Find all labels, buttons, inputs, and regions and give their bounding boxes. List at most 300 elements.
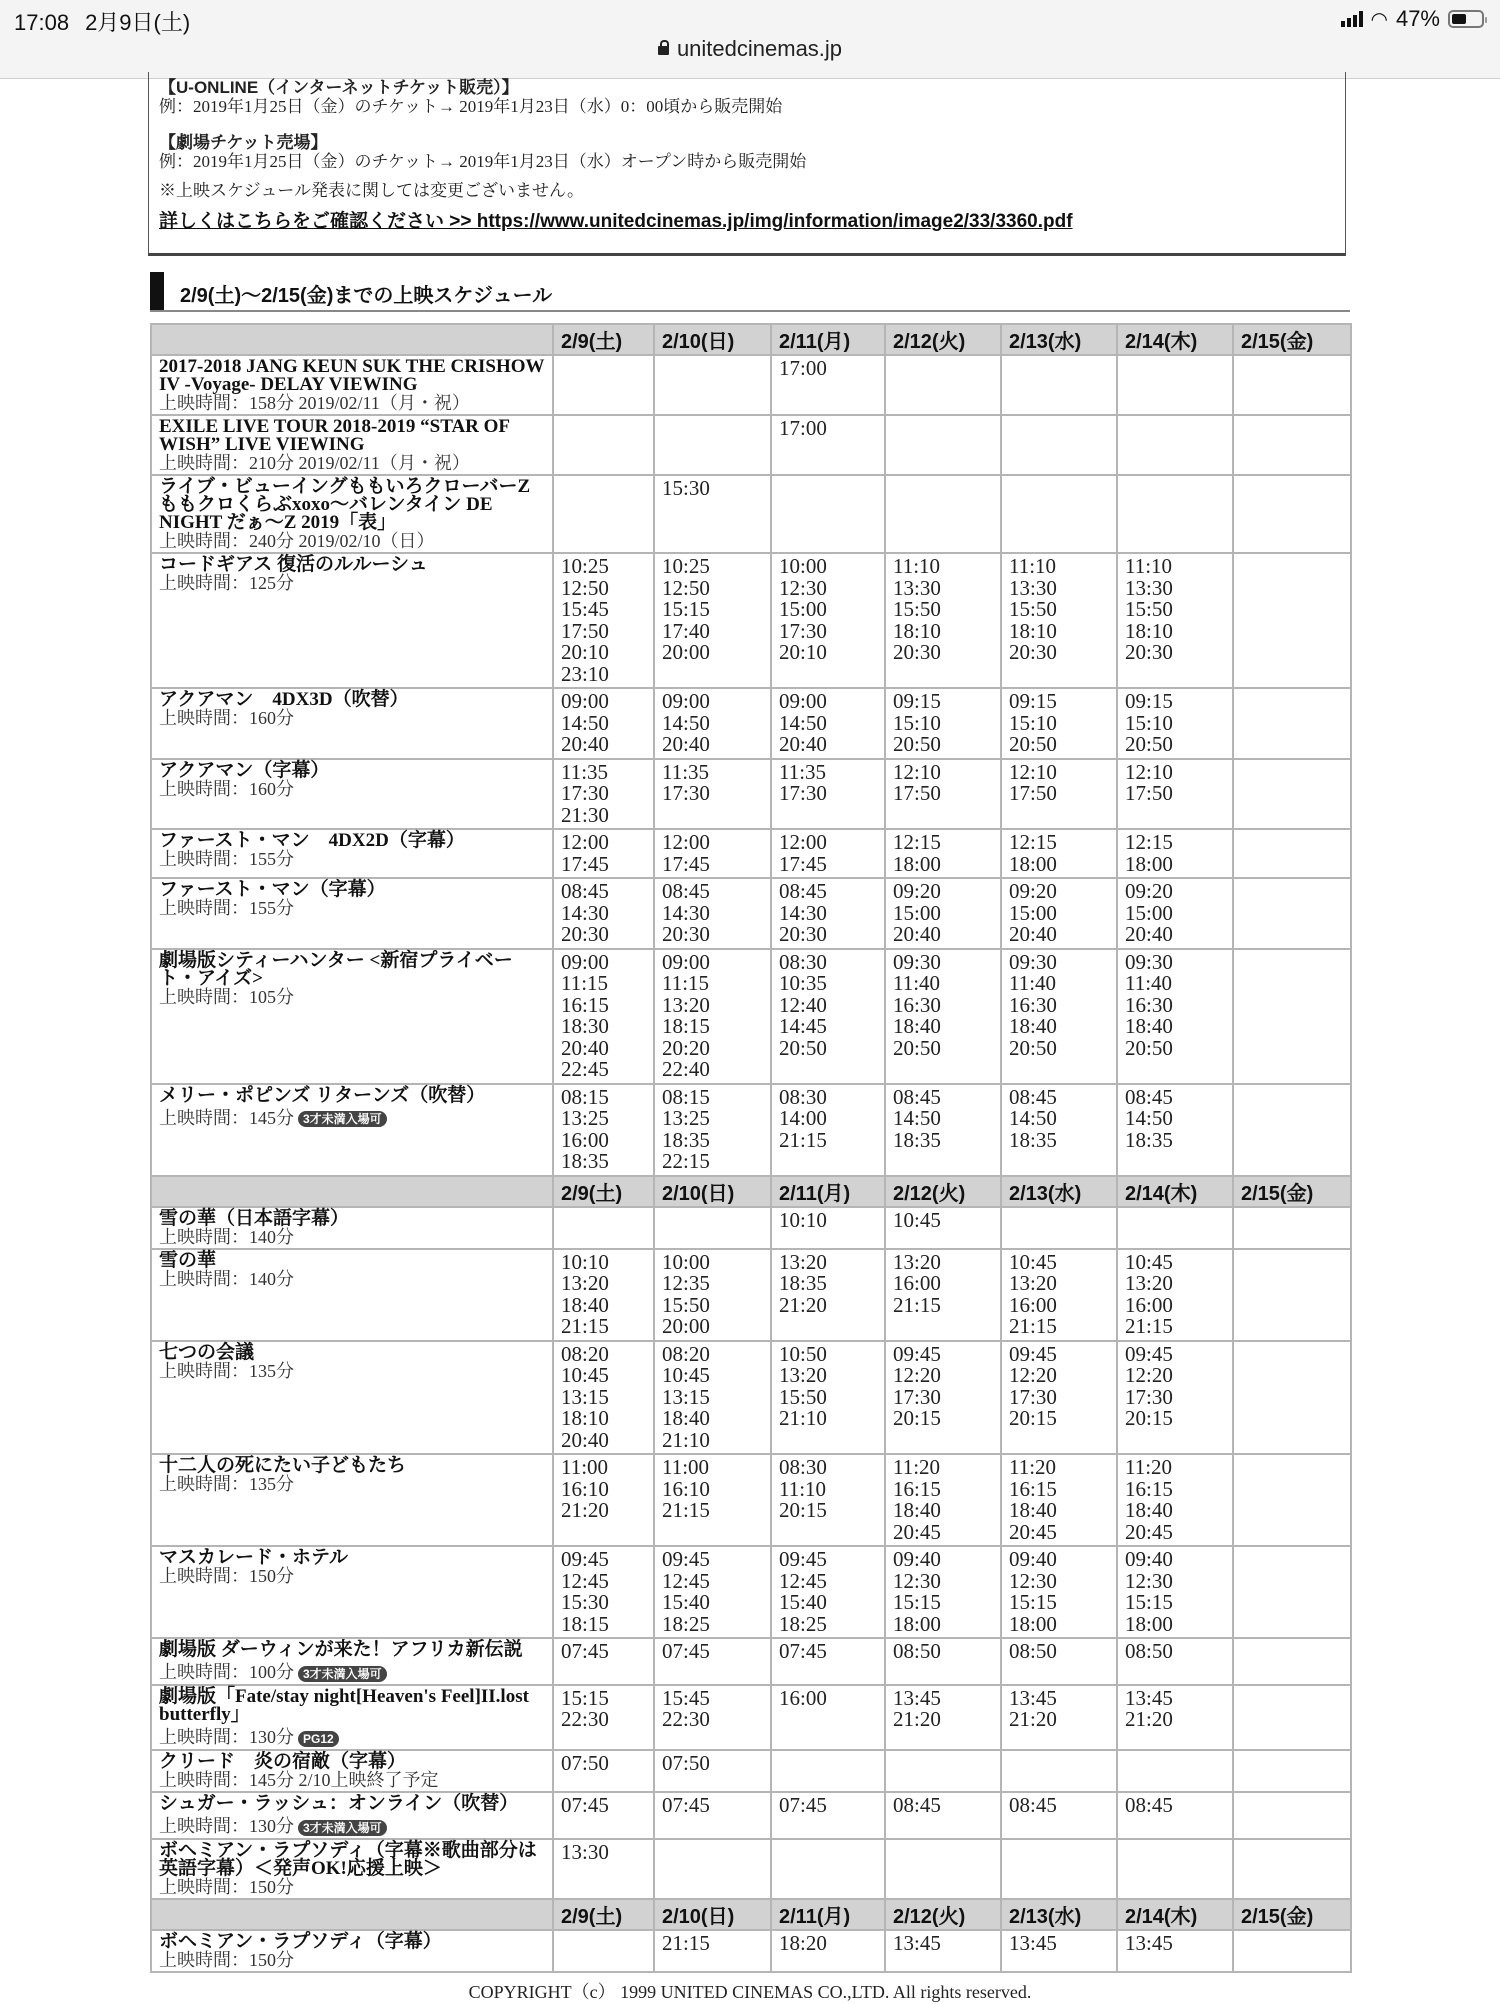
- showtime[interactable]: 18:25: [662, 1611, 710, 1636]
- showtime[interactable]: 09:20: [1125, 879, 1173, 903]
- showtime[interactable]: 10:00: [662, 1249, 710, 1274]
- showtime[interactable]: 14:50: [561, 710, 609, 735]
- showtime[interactable]: 22:30: [662, 1707, 710, 1732]
- showtime[interactable]: 15:40: [662, 1590, 710, 1614]
- showtime[interactable]: 20:50: [893, 1035, 941, 1060]
- showtime[interactable]: 07:45: [561, 1792, 609, 1817]
- movie-title[interactable]: アクアマン 4DX3D（吹替）: [159, 689, 409, 710]
- showtime[interactable]: 17:50: [1125, 781, 1173, 805]
- showtime[interactable]: 18:00: [1125, 851, 1173, 876]
- showtime[interactable]: 09:45: [662, 1547, 710, 1571]
- showtime[interactable]: 14:50: [662, 710, 710, 735]
- movie-title[interactable]: シュガー・ラッシュ：オンライン（吹替）: [159, 1792, 519, 1814]
- showtime[interactable]: 11:15: [662, 971, 710, 995]
- showtime[interactable]: 15:50: [779, 1384, 827, 1409]
- showtime[interactable]: 15:00: [779, 597, 827, 621]
- showtime[interactable]: 16:00: [561, 1127, 609, 1152]
- showtime[interactable]: 13:30: [893, 575, 941, 600]
- showtime[interactable]: 14:50: [1125, 1106, 1173, 1130]
- showtime[interactable]: 11:40: [1009, 971, 1057, 995]
- showtime[interactable]: 08:30: [779, 949, 827, 974]
- showtime[interactable]: 18:15: [561, 1611, 609, 1636]
- showtime[interactable]: 21:15: [662, 1930, 710, 1955]
- showtime[interactable]: 11:40: [1125, 971, 1173, 995]
- showtime[interactable]: 20:50: [893, 732, 941, 756]
- showtime[interactable]: 09:15: [1125, 689, 1173, 713]
- movie-title[interactable]: 七つの会議: [159, 1341, 255, 1363]
- showtime[interactable]: 20:40: [779, 732, 827, 756]
- showtime[interactable]: 13:45: [1009, 1930, 1057, 1955]
- movie-title[interactable]: メリー・ポピンズ リターンズ（吹替）: [159, 1084, 486, 1106]
- showtime[interactable]: 20:00: [662, 640, 710, 664]
- showtime[interactable]: 20:00: [662, 1314, 710, 1338]
- showtime[interactable]: 22:40: [662, 1057, 710, 1081]
- movie-title[interactable]: 劇場版「Fate/stay night[Heaven's Feel]II.lost butterfly」: [159, 1685, 529, 1725]
- showtime[interactable]: 16:15: [893, 1476, 941, 1501]
- showtime[interactable]: 15:15: [561, 1685, 609, 1710]
- showtime[interactable]: 12:30: [893, 1568, 941, 1593]
- showtime[interactable]: 07:45: [561, 1639, 609, 1663]
- movie-title[interactable]: ボヘミアン・ラプソディ（字幕※歌曲部分は英語字幕）＜発声OK!応援上映＞: [159, 1839, 537, 1879]
- url-text[interactable]: unitedcinemas.jp: [676, 36, 843, 61]
- showtime[interactable]: 09:45: [779, 1547, 827, 1571]
- showtime[interactable]: 21:15: [662, 1498, 710, 1522]
- showtime[interactable]: 14:30: [779, 900, 827, 925]
- showtime[interactable]: 16:30: [893, 992, 941, 1017]
- showtime[interactable]: 17:30: [662, 781, 710, 805]
- showtime[interactable]: 07:50: [662, 1750, 710, 1775]
- showtime[interactable]: 11:10: [893, 554, 941, 578]
- showtime[interactable]: 21:20: [1009, 1707, 1057, 1732]
- showtime[interactable]: 11:10: [1009, 554, 1057, 578]
- showtime[interactable]: 08:45: [561, 879, 609, 903]
- movie-title[interactable]: ファースト・マン（字幕）: [159, 879, 386, 900]
- showtime[interactable]: 12:40: [779, 992, 827, 1017]
- showtime[interactable]: 10:45: [893, 1207, 941, 1232]
- showtime[interactable]: 21:15: [893, 1292, 941, 1317]
- showtime[interactable]: 18:40: [561, 1292, 609, 1317]
- showtime[interactable]: 21:15: [561, 1314, 609, 1338]
- details-link[interactable]: 詳しくはこちらをご確認ください >> https://www.unitedcinemas.jp/img/information/image2/33/3360.pdf: [159, 211, 1073, 232]
- showtime[interactable]: 10:25: [662, 554, 710, 578]
- showtime[interactable]: 17:50: [561, 618, 609, 643]
- showtime[interactable]: 12:20: [1125, 1363, 1173, 1387]
- showtime[interactable]: 15:10: [1009, 710, 1057, 735]
- showtime[interactable]: 11:35: [779, 759, 827, 784]
- showtime[interactable]: 09:30: [893, 949, 941, 974]
- showtime[interactable]: 15:40: [779, 1590, 827, 1614]
- showtime[interactable]: 18:25: [779, 1611, 827, 1636]
- showtime[interactable]: 13:25: [662, 1106, 710, 1130]
- showtime[interactable]: 13:20: [779, 1249, 827, 1274]
- showtime[interactable]: 15:50: [1009, 597, 1057, 621]
- showtime[interactable]: 09:20: [1009, 879, 1057, 903]
- showtime[interactable]: 21:10: [662, 1427, 710, 1452]
- showtime[interactable]: 11:15: [561, 971, 609, 995]
- showtime[interactable]: 08:45: [662, 879, 710, 903]
- showtime[interactable]: 11:40: [893, 971, 941, 995]
- showtime[interactable]: 20:30: [779, 922, 827, 946]
- showtime[interactable]: 12:15: [1009, 830, 1057, 854]
- showtime[interactable]: 17:50: [893, 781, 941, 805]
- showtime[interactable]: 20:30: [893, 640, 941, 664]
- showtime[interactable]: 12:50: [662, 575, 710, 600]
- showtime[interactable]: 13:45: [1125, 1685, 1173, 1710]
- showtime[interactable]: 09:15: [893, 689, 941, 713]
- showtime[interactable]: 09:45: [561, 1547, 609, 1571]
- showtime[interactable]: 14:50: [779, 710, 827, 735]
- showtime[interactable]: 08:15: [662, 1084, 710, 1109]
- showtime[interactable]: 09:40: [893, 1547, 941, 1571]
- showtime[interactable]: 21:10: [779, 1406, 827, 1430]
- showtime[interactable]: 08:45: [893, 1792, 941, 1817]
- movie-title[interactable]: 劇場版シティーハンター <新宿プライベート・アイズ>: [159, 949, 513, 989]
- showtime[interactable]: 08:45: [1009, 1084, 1057, 1109]
- showtime[interactable]: 22:45: [561, 1057, 609, 1081]
- showtime[interactable]: 20:30: [561, 922, 609, 946]
- showtime[interactable]: 20:40: [561, 1427, 609, 1452]
- showtime[interactable]: 13:20: [662, 992, 710, 1017]
- showtime[interactable]: 18:10: [561, 1406, 609, 1430]
- showtime[interactable]: 18:35: [779, 1271, 827, 1295]
- showtime[interactable]: 17:45: [662, 851, 710, 876]
- showtime[interactable]: 12:30: [1009, 1568, 1057, 1593]
- showtime[interactable]: 14:50: [893, 1106, 941, 1130]
- showtime[interactable]: 08:30: [779, 1084, 827, 1109]
- showtime[interactable]: 10:45: [561, 1363, 609, 1387]
- showtime[interactable]: 15:30: [662, 476, 710, 500]
- showtime[interactable]: 14:45: [779, 1014, 827, 1038]
- showtime[interactable]: 12:20: [893, 1363, 941, 1387]
- showtime[interactable]: 09:00: [561, 949, 609, 974]
- showtime[interactable]: 20:40: [1009, 922, 1057, 946]
- showtime[interactable]: 17:00: [779, 416, 827, 440]
- showtime[interactable]: 15:30: [561, 1590, 609, 1614]
- showtime[interactable]: 08:20: [662, 1341, 710, 1366]
- showtime[interactable]: 14:00: [779, 1106, 827, 1130]
- showtime[interactable]: 13:20: [779, 1363, 827, 1387]
- showtime[interactable]: 15:00: [1125, 900, 1173, 925]
- showtime[interactable]: 17:30: [779, 618, 827, 643]
- showtime[interactable]: 21:20: [779, 1292, 827, 1317]
- showtime[interactable]: 14:30: [561, 900, 609, 925]
- showtime[interactable]: 22:30: [561, 1707, 609, 1732]
- movie-title[interactable]: ボヘミアン・ラプソディ（字幕）: [159, 1930, 442, 1952]
- showtime[interactable]: 10:45: [1009, 1249, 1057, 1274]
- showtime[interactable]: 09:00: [779, 689, 827, 713]
- showtime[interactable]: 12:45: [561, 1568, 609, 1593]
- showtime[interactable]: 17:00: [779, 356, 827, 380]
- movie-title[interactable]: 2017-2018 JANG KEUN SUK THE CRISHOW IV -Voyage- DELAY VIEWING: [159, 356, 545, 395]
- showtime[interactable]: 10:25: [561, 554, 609, 578]
- showtime[interactable]: 18:40: [1009, 1498, 1057, 1522]
- showtime[interactable]: 20:50: [1125, 1035, 1173, 1060]
- showtime[interactable]: 07:45: [662, 1639, 710, 1663]
- movie-title[interactable]: ファースト・マン 4DX2D（字幕）: [159, 830, 465, 851]
- showtime[interactable]: 18:00: [893, 851, 941, 876]
- showtime[interactable]: 09:00: [662, 689, 710, 713]
- movie-title[interactable]: 雪の華: [159, 1249, 217, 1271]
- showtime[interactable]: 22:15: [662, 1149, 710, 1173]
- showtime[interactable]: 16:00: [779, 1685, 827, 1710]
- showtime[interactable]: 20:10: [779, 640, 827, 664]
- showtime[interactable]: 09:15: [1009, 689, 1057, 713]
- showtime[interactable]: 17:45: [561, 851, 609, 876]
- showtime[interactable]: 20:10: [561, 640, 609, 664]
- showtime[interactable]: 15:45: [662, 1685, 710, 1710]
- showtime[interactable]: 15:00: [893, 900, 941, 925]
- showtime[interactable]: 15:10: [1125, 710, 1173, 735]
- showtime[interactable]: 16:30: [1009, 992, 1057, 1017]
- showtime[interactable]: 20:30: [662, 922, 710, 946]
- showtime[interactable]: 10:45: [662, 1363, 710, 1387]
- showtime[interactable]: 21:20: [1125, 1707, 1173, 1732]
- showtime[interactable]: 12:10: [1125, 759, 1173, 784]
- showtimes-cell: [654, 878, 771, 949]
- showtime[interactable]: 17:30: [779, 781, 827, 805]
- showtime[interactable]: 20:50: [1009, 732, 1057, 756]
- showtime[interactable]: 16:10: [561, 1476, 609, 1501]
- showtime[interactable]: 18:10: [893, 618, 941, 643]
- showtime[interactable]: 12:10: [893, 759, 941, 784]
- showtime[interactable]: 12:20: [1009, 1363, 1057, 1387]
- showtime[interactable]: 15:15: [1125, 1590, 1173, 1614]
- showtime[interactable]: 17:40: [662, 618, 710, 643]
- showtime[interactable]: 20:50: [1009, 1035, 1057, 1060]
- showtime[interactable]: 18:40: [893, 1014, 941, 1038]
- showtime[interactable]: 15:50: [662, 1292, 710, 1317]
- showtime[interactable]: 13:45: [893, 1685, 941, 1710]
- movie-title[interactable]: 劇場版 ダーウィンが来た！アフリカ新伝説: [159, 1639, 523, 1660]
- showtime[interactable]: 13:20: [1125, 1271, 1173, 1295]
- showtime[interactable]: 13:45: [1125, 1930, 1173, 1955]
- showtime[interactable]: 17:30: [561, 781, 609, 805]
- showtime[interactable]: 18:20: [779, 1930, 827, 1955]
- showtime[interactable]: 12:45: [779, 1568, 827, 1593]
- showtime[interactable]: 20:15: [779, 1498, 827, 1522]
- showtime[interactable]: 12:30: [779, 575, 827, 600]
- showtime[interactable]: 12:15: [1125, 830, 1173, 854]
- showtime[interactable]: 17:30: [1009, 1384, 1057, 1409]
- showtime[interactable]: 16:00: [1125, 1292, 1173, 1317]
- showtime[interactable]: 09:40: [1009, 1547, 1057, 1571]
- showtime[interactable]: 18:30: [561, 1014, 609, 1038]
- showtime[interactable]: 12:15: [893, 830, 941, 854]
- showtime[interactable]: 20:15: [1125, 1406, 1173, 1430]
- showtime[interactable]: 18:35: [1009, 1127, 1057, 1152]
- showtime[interactable]: 14:50: [1009, 1106, 1057, 1130]
- showtime[interactable]: 20:40: [662, 732, 710, 756]
- showtime[interactable]: 18:10: [1009, 618, 1057, 643]
- showtime[interactable]: 09:45: [893, 1341, 941, 1366]
- showtime[interactable]: 15:10: [893, 710, 941, 735]
- showtime[interactable]: 13:20: [561, 1271, 609, 1295]
- showtime[interactable]: 20:50: [779, 1035, 827, 1060]
- showtime[interactable]: 21:15: [1125, 1314, 1173, 1338]
- showtime[interactable]: 07:45: [779, 1792, 827, 1817]
- showtime[interactable]: 13:20: [893, 1249, 941, 1274]
- showtime[interactable]: 08:45: [1125, 1792, 1173, 1817]
- showtime[interactable]: 16:30: [1125, 992, 1173, 1017]
- showtime[interactable]: 08:45: [1125, 1084, 1173, 1109]
- showtime[interactable]: 23:10: [561, 661, 609, 686]
- showtime[interactable]: 11:35: [662, 759, 710, 784]
- showtime[interactable]: 21:15: [779, 1127, 827, 1152]
- showtime[interactable]: 18:00: [1009, 851, 1057, 876]
- showtime[interactable]: 15:15: [662, 597, 710, 621]
- showtime[interactable]: 07:50: [561, 1750, 609, 1775]
- showtime[interactable]: 16:00: [1009, 1292, 1057, 1317]
- showtime[interactable]: 18:00: [1125, 1611, 1173, 1636]
- showtime[interactable]: 09:30: [1009, 949, 1057, 974]
- showtime[interactable]: 16:15: [561, 992, 609, 1017]
- showtime[interactable]: 08:45: [779, 879, 827, 903]
- showtime[interactable]: 09:30: [1125, 949, 1173, 974]
- showtime[interactable]: 09:00: [561, 689, 609, 713]
- showtime[interactable]: 20:45: [1125, 1519, 1173, 1544]
- showtime[interactable]: 10:00: [779, 554, 827, 578]
- showtime[interactable]: 18:00: [893, 1611, 941, 1636]
- showtime[interactable]: 20:15: [893, 1406, 941, 1430]
- showtime[interactable]: 15:45: [561, 597, 609, 621]
- showtime[interactable]: 13:30: [1009, 575, 1057, 600]
- showtime[interactable]: 11:10: [779, 1476, 827, 1501]
- showtime[interactable]: 13:45: [893, 1930, 941, 1955]
- showtime[interactable]: 18:10: [1125, 618, 1173, 643]
- showtime[interactable]: 18:40: [893, 1498, 941, 1522]
- showtime[interactable]: 07:45: [662, 1792, 710, 1817]
- showtime[interactable]: 16:15: [1009, 1476, 1057, 1501]
- showtime[interactable]: 10:10: [561, 1249, 609, 1274]
- showtime[interactable]: 15:15: [1009, 1590, 1057, 1614]
- showtime[interactable]: 20:30: [1125, 640, 1173, 664]
- showtime[interactable]: 10:45: [1125, 1249, 1173, 1274]
- showtime[interactable]: 21:20: [561, 1498, 609, 1522]
- movie-title[interactable]: ライブ・ビューイングももいろクローバーZ ももクロくらぶxoxo〜バレンタイン DE NIGHT だぁ〜Z 2019「表」: [159, 476, 531, 533]
- movie-title[interactable]: マスカレード・ホテル: [159, 1547, 349, 1568]
- showtime[interactable]: 20:15: [1009, 1406, 1057, 1430]
- showtime[interactable]: 18:35: [561, 1149, 609, 1173]
- showtime[interactable]: 18:15: [662, 1014, 710, 1038]
- showtime[interactable]: 20:40: [893, 922, 941, 946]
- showtime[interactable]: 15:00: [1009, 900, 1057, 925]
- showtime[interactable]: 12:10: [1009, 759, 1057, 784]
- showtime[interactable]: 12:00: [561, 830, 609, 854]
- showtime[interactable]: 13:15: [561, 1384, 609, 1409]
- showtime[interactable]: 08:20: [561, 1341, 609, 1366]
- showtime[interactable]: 16:10: [662, 1476, 710, 1501]
- showtime[interactable]: 12:50: [561, 575, 609, 600]
- showtime[interactable]: 15:50: [1125, 597, 1173, 621]
- showtime[interactable]: 12:00: [779, 830, 827, 854]
- showtime[interactable]: 09:40: [1125, 1547, 1173, 1571]
- movie-title[interactable]: コードギアス 復活のルルーシュ: [159, 554, 428, 575]
- showtime[interactable]: 17:30: [1125, 1384, 1173, 1409]
- showtime[interactable]: 20:40: [1125, 922, 1173, 946]
- showtime[interactable]: 11:35: [561, 759, 609, 784]
- showtime[interactable]: 15:50: [893, 597, 941, 621]
- showtime[interactable]: 12:35: [662, 1271, 710, 1295]
- showtime[interactable]: 13:45: [1009, 1685, 1057, 1710]
- showtime[interactable]: 11:20: [893, 1455, 941, 1479]
- showtime[interactable]: 18:35: [662, 1127, 710, 1152]
- showtime[interactable]: 13:30: [561, 1839, 609, 1864]
- showtime[interactable]: 11:20: [1125, 1455, 1173, 1479]
- showtime[interactable]: 10:10: [779, 1207, 827, 1232]
- showtime[interactable]: 18:40: [662, 1406, 710, 1430]
- showtimes-cell: [1117, 355, 1233, 415]
- showtime[interactable]: 20:40: [561, 1035, 609, 1060]
- showtime[interactable]: 21:30: [561, 802, 609, 827]
- showtime[interactable]: 09:45: [1009, 1341, 1057, 1366]
- showtime[interactable]: 16:00: [893, 1271, 941, 1295]
- showtime[interactable]: 18:00: [1009, 1611, 1057, 1636]
- movie-title[interactable]: クリード 炎の宿敵（字幕）: [159, 1750, 407, 1772]
- showtime[interactable]: 20:40: [561, 732, 609, 756]
- showtime[interactable]: 08:45: [893, 1084, 941, 1109]
- showtime[interactable]: 09:45: [1125, 1341, 1173, 1366]
- showtime[interactable]: 13:20: [1009, 1271, 1057, 1295]
- showtime[interactable]: 17:45: [779, 851, 827, 876]
- showtime[interactable]: 21:15: [1009, 1314, 1057, 1338]
- showtime[interactable]: 09:20: [893, 879, 941, 903]
- showtime[interactable]: 07:45: [779, 1639, 827, 1663]
- showtime[interactable]: 11:20: [1009, 1455, 1057, 1479]
- showtime[interactable]: 13:25: [561, 1106, 609, 1130]
- address-bar[interactable]: [0, 36, 1500, 62]
- showtime[interactable]: 10:50: [779, 1341, 827, 1366]
- movie-title[interactable]: 雪の華（日本語字幕）: [159, 1207, 350, 1229]
- showtime[interactable]: 17:50: [1009, 781, 1057, 805]
- showtime[interactable]: 11:00: [561, 1455, 609, 1479]
- showtime[interactable]: 12:00: [662, 830, 710, 854]
- showtime[interactable]: 15:15: [893, 1590, 941, 1614]
- showtime[interactable]: 11:00: [662, 1455, 710, 1479]
- movie-title[interactable]: アクアマン（字幕）: [159, 759, 330, 781]
- showtime[interactable]: 18:40: [1009, 1014, 1057, 1038]
- showtime[interactable]: 09:00: [662, 949, 710, 974]
- showtime[interactable]: 08:50: [893, 1639, 941, 1663]
- showtime[interactable]: 18:35: [893, 1127, 941, 1152]
- showtime[interactable]: 20:50: [1125, 732, 1173, 756]
- showtime[interactable]: 20:45: [1009, 1519, 1057, 1544]
- showtime[interactable]: 18:40: [1125, 1014, 1173, 1038]
- showtime[interactable]: 08:45: [1009, 1792, 1057, 1817]
- showtime[interactable]: 17:30: [893, 1384, 941, 1409]
- movie-title[interactable]: 十二人の死にたい子どもたち: [159, 1455, 407, 1476]
- showtime[interactable]: 08:50: [1009, 1639, 1057, 1663]
- showtime[interactable]: 08:50: [1125, 1639, 1173, 1663]
- showtime[interactable]: 12:45: [662, 1568, 710, 1593]
- showtime[interactable]: 20:45: [893, 1519, 941, 1544]
- showtime[interactable]: 14:30: [662, 900, 710, 925]
- showtime[interactable]: 08:30: [779, 1455, 827, 1479]
- showtime[interactable]: 20:30: [1009, 640, 1057, 664]
- showtime[interactable]: 10:35: [779, 971, 827, 995]
- showtime[interactable]: 12:30: [1125, 1568, 1173, 1593]
- showtime[interactable]: 08:15: [561, 1084, 609, 1109]
- showtime[interactable]: 20:20: [662, 1035, 710, 1060]
- movie-title[interactable]: EXILE LIVE TOUR 2018-2019 “STAR OF WISH” LIVE VIEWING: [159, 416, 510, 455]
- showtime[interactable]: 21:20: [893, 1707, 941, 1732]
- showtime[interactable]: 18:35: [1125, 1127, 1173, 1152]
- showtime[interactable]: 13:15: [662, 1384, 710, 1409]
- showtime[interactable]: 11:10: [1125, 554, 1173, 578]
- showtime[interactable]: 13:30: [1125, 575, 1173, 600]
- showtime[interactable]: 18:40: [1125, 1498, 1173, 1522]
- showtime[interactable]: 16:15: [1125, 1476, 1173, 1501]
- showtimes-cell: [1001, 475, 1117, 553]
